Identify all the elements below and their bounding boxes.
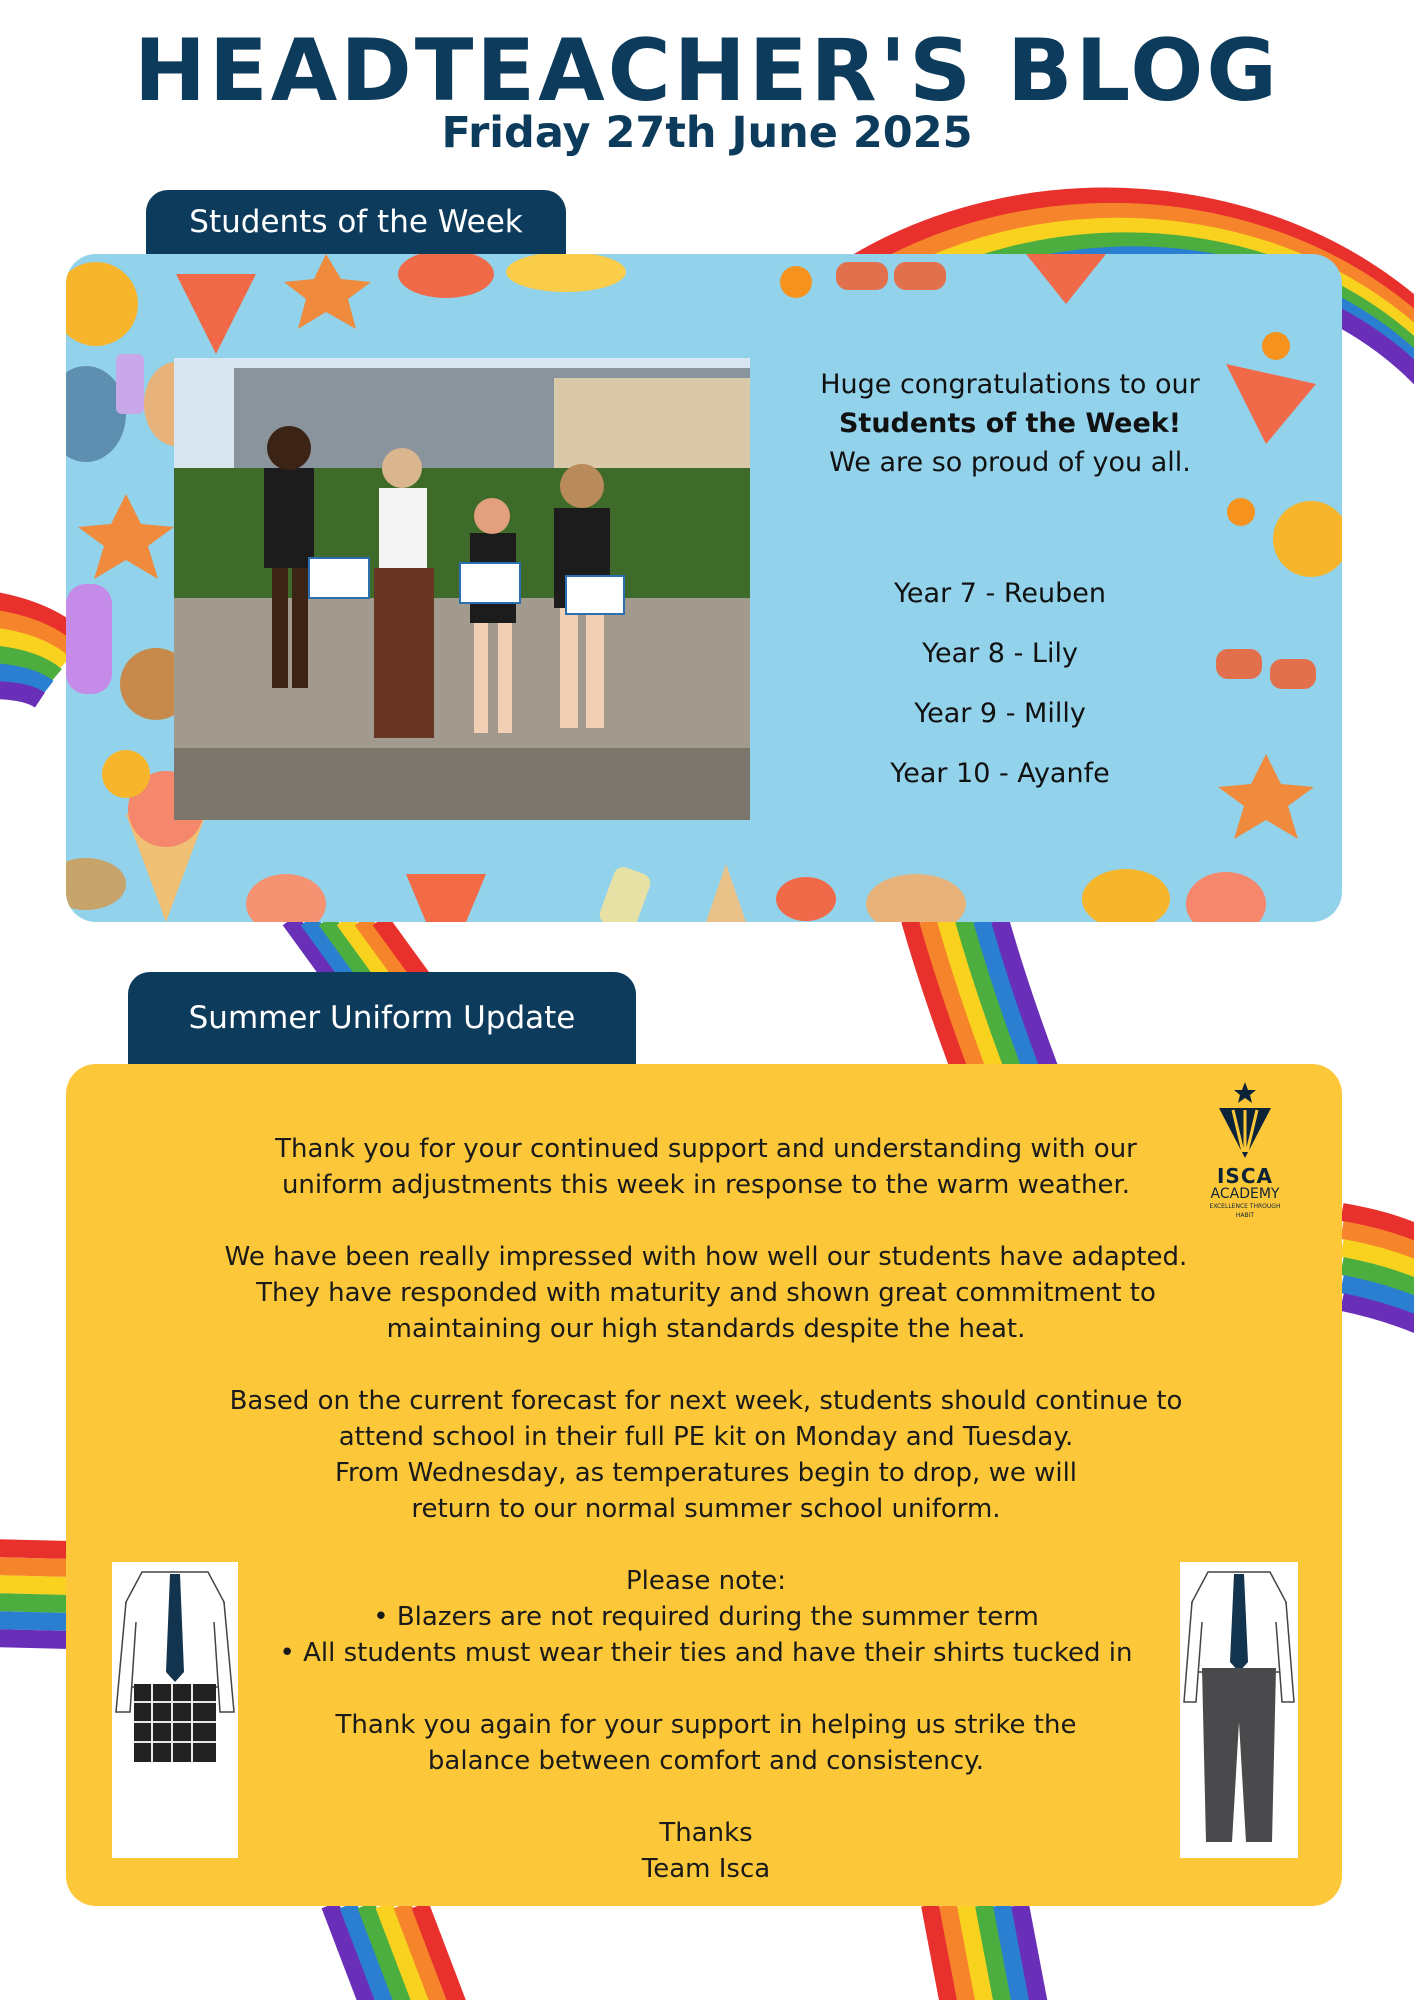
- congrats-bold-line: Students of the Week!: [838, 408, 1182, 439]
- watermelon-slice-icon: [398, 254, 494, 298]
- uniform-update-body: [176, 1131, 1236, 1923]
- winners-list: [830, 574, 1170, 814]
- students-photo: [174, 358, 750, 820]
- watermelon-icon: [176, 274, 256, 354]
- sun-icon: [66, 262, 138, 346]
- page-date: Friday 27th June 2025: [441, 108, 973, 158]
- note-item: • Blazers are not required during the summer term: [373, 1602, 1039, 1632]
- winner-year-9: Year 9 - Milly: [914, 698, 1086, 729]
- paragraph-closing: Thank you again for your support in helping us strike the balance between comfort and consistency.: [335, 1710, 1077, 1776]
- uniform-trousers-illustration: [1180, 1562, 1298, 1858]
- congrats-line: We are so proud of you all.: [829, 447, 1191, 478]
- congrats-line: Huge congratulations to our: [820, 369, 1200, 400]
- ice-lolly-icon: [66, 584, 112, 694]
- winner-year-8: Year 8 - Lily: [922, 638, 1078, 669]
- logo-name: ISCA: [1216, 1164, 1273, 1188]
- rainbow-mid-right-band: [910, 920, 1050, 1070]
- signoff: Thanks Team Isca: [641, 1818, 771, 1884]
- paragraph-note: [176, 1563, 1236, 1671]
- note-heading: Please note:: [626, 1566, 786, 1596]
- tab-summer-uniform-update: Summer Uniform Update: [128, 972, 636, 1064]
- starfish-right-icon: [1218, 754, 1314, 839]
- congratulations-message: [790, 365, 1230, 482]
- winner-year-7: Year 7 - Reuben: [894, 578, 1106, 609]
- uniform-skirt-illustration: [112, 1562, 238, 1858]
- logo-subtitle: ACADEMY: [1210, 1186, 1280, 1202]
- rainbow-right-lower: [1342, 1212, 1414, 1330]
- tab-students-of-the-week: Students of the Week: [146, 190, 566, 254]
- students-photo-illustration: [174, 358, 750, 820]
- logo-motto: EXCELLENCE THROUGH HABIT: [1209, 1203, 1281, 1219]
- shell-icon: [506, 254, 626, 292]
- flower-icon: [780, 266, 812, 298]
- note-item: • All students must wear their ties and have their shirts tucked in: [279, 1638, 1133, 1668]
- starfish-icon: [284, 254, 371, 329]
- paragraph-impressed: We have been really impressed with how well our students have adapted. They have responded with maturity and shown great commitment to maintaining our high standards despite the heat.: [224, 1242, 1188, 1344]
- watermelon-right-icon: [1226, 364, 1316, 444]
- sunglasses-icon: [836, 262, 888, 290]
- paragraph-forecast: Based on the current forecast for next week, students should continue to attend school in their full PE kit on Monday and Tuesday. From Wednesday, as temperatures begin to drop, we will return to our normal summer school uniform.: [229, 1386, 1183, 1524]
- paragraph-thanks: Thank you for your continued support and understanding with our uniform adjustments this week in response to the warm weather.: [275, 1134, 1137, 1200]
- signature: Team Isca: [641, 1854, 771, 1884]
- page-title: HEADTEACHER'S BLOG: [134, 21, 1280, 121]
- rainbow-left-lower: [0, 1548, 70, 1640]
- winner-year-10: Year 10 - Ayanfe: [890, 758, 1110, 789]
